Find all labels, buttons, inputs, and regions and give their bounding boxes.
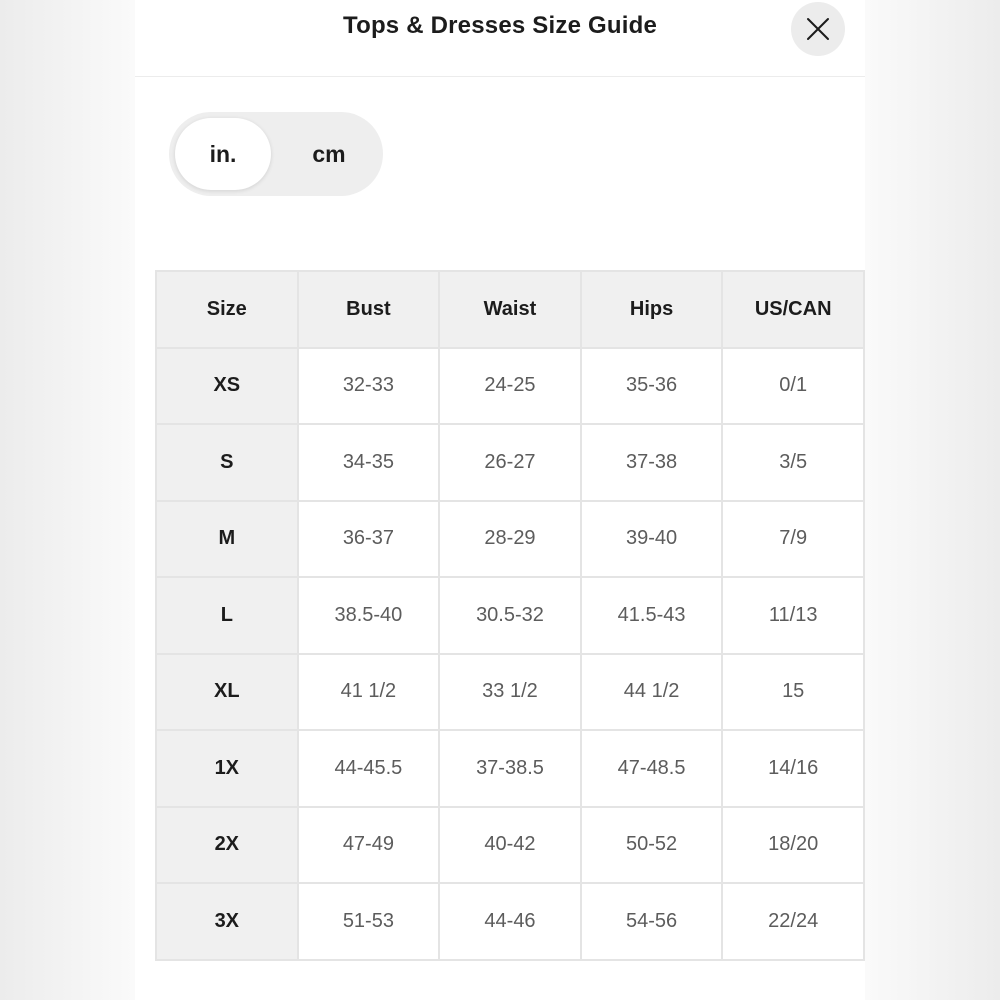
hips-value: 41.5-43 <box>581 577 723 654</box>
table-row <box>156 807 864 884</box>
us-can-value: 14/16 <box>722 730 864 807</box>
waist-value: 30.5-32 <box>439 577 581 654</box>
size-label: XS <box>156 348 298 425</box>
bust-value: 41 1/2 <box>298 654 440 731</box>
modal-header <box>135 0 865 77</box>
bust-value: 47-49 <box>298 807 440 884</box>
table-header-row <box>156 271 864 348</box>
table-row <box>156 654 864 731</box>
waist-value: 37-38.5 <box>439 730 581 807</box>
us-can-value: 0/1 <box>722 348 864 425</box>
size-label: L <box>156 577 298 654</box>
us-can-value: 18/20 <box>722 807 864 884</box>
bust-value: 34-35 <box>298 424 440 501</box>
waist-value: 28-29 <box>439 501 581 578</box>
bust-value: 36-37 <box>298 501 440 578</box>
bust-value: 32-33 <box>298 348 440 425</box>
us-can-value: 22/24 <box>722 883 864 960</box>
waist-value: 24-25 <box>439 348 581 425</box>
column-header-hips: Hips <box>581 271 723 348</box>
size-table <box>155 270 865 961</box>
unit-toggle <box>169 112 383 196</box>
column-header-bust: Bust <box>298 271 440 348</box>
unit-option-cm[interactable]: cm <box>312 141 346 167</box>
hips-value: 44 1/2 <box>581 654 723 731</box>
size-label: 3X <box>156 883 298 960</box>
hips-value: 47-48.5 <box>581 730 723 807</box>
hips-value: 50-52 <box>581 807 723 884</box>
close-button[interactable] <box>791 2 845 56</box>
column-header-waist: Waist <box>439 271 581 348</box>
us-can-value: 11/13 <box>722 577 864 654</box>
us-can-value: 7/9 <box>722 501 864 578</box>
us-can-value: 15 <box>722 654 864 731</box>
size-label: XL <box>156 654 298 731</box>
size-guide-modal <box>135 0 865 1000</box>
column-header-us-can: US/CAN <box>722 271 864 348</box>
close-icon <box>806 17 830 41</box>
column-header-size: Size <box>156 271 298 348</box>
hips-value: 37-38 <box>581 424 723 501</box>
bust-value: 38.5-40 <box>298 577 440 654</box>
unit-option-inches[interactable]: in. <box>175 118 271 190</box>
size-label: M <box>156 501 298 578</box>
waist-value: 33 1/2 <box>439 654 581 731</box>
bust-value: 51-53 <box>298 883 440 960</box>
size-label: 1X <box>156 730 298 807</box>
table-row <box>156 883 864 960</box>
size-label: 2X <box>156 807 298 884</box>
waist-value: 40-42 <box>439 807 581 884</box>
table-row <box>156 577 864 654</box>
waist-value: 44-46 <box>439 883 581 960</box>
modal-title: Tops & Dresses Size Guide <box>343 12 657 39</box>
waist-value: 26-27 <box>439 424 581 501</box>
table-row <box>156 501 864 578</box>
table-row <box>156 348 864 425</box>
table-row <box>156 730 864 807</box>
hips-value: 39-40 <box>581 501 723 578</box>
size-label: S <box>156 424 298 501</box>
hips-value: 35-36 <box>581 348 723 425</box>
hips-value: 54-56 <box>581 883 723 960</box>
table-row <box>156 424 864 501</box>
us-can-value: 3/5 <box>722 424 864 501</box>
bust-value: 44-45.5 <box>298 730 440 807</box>
